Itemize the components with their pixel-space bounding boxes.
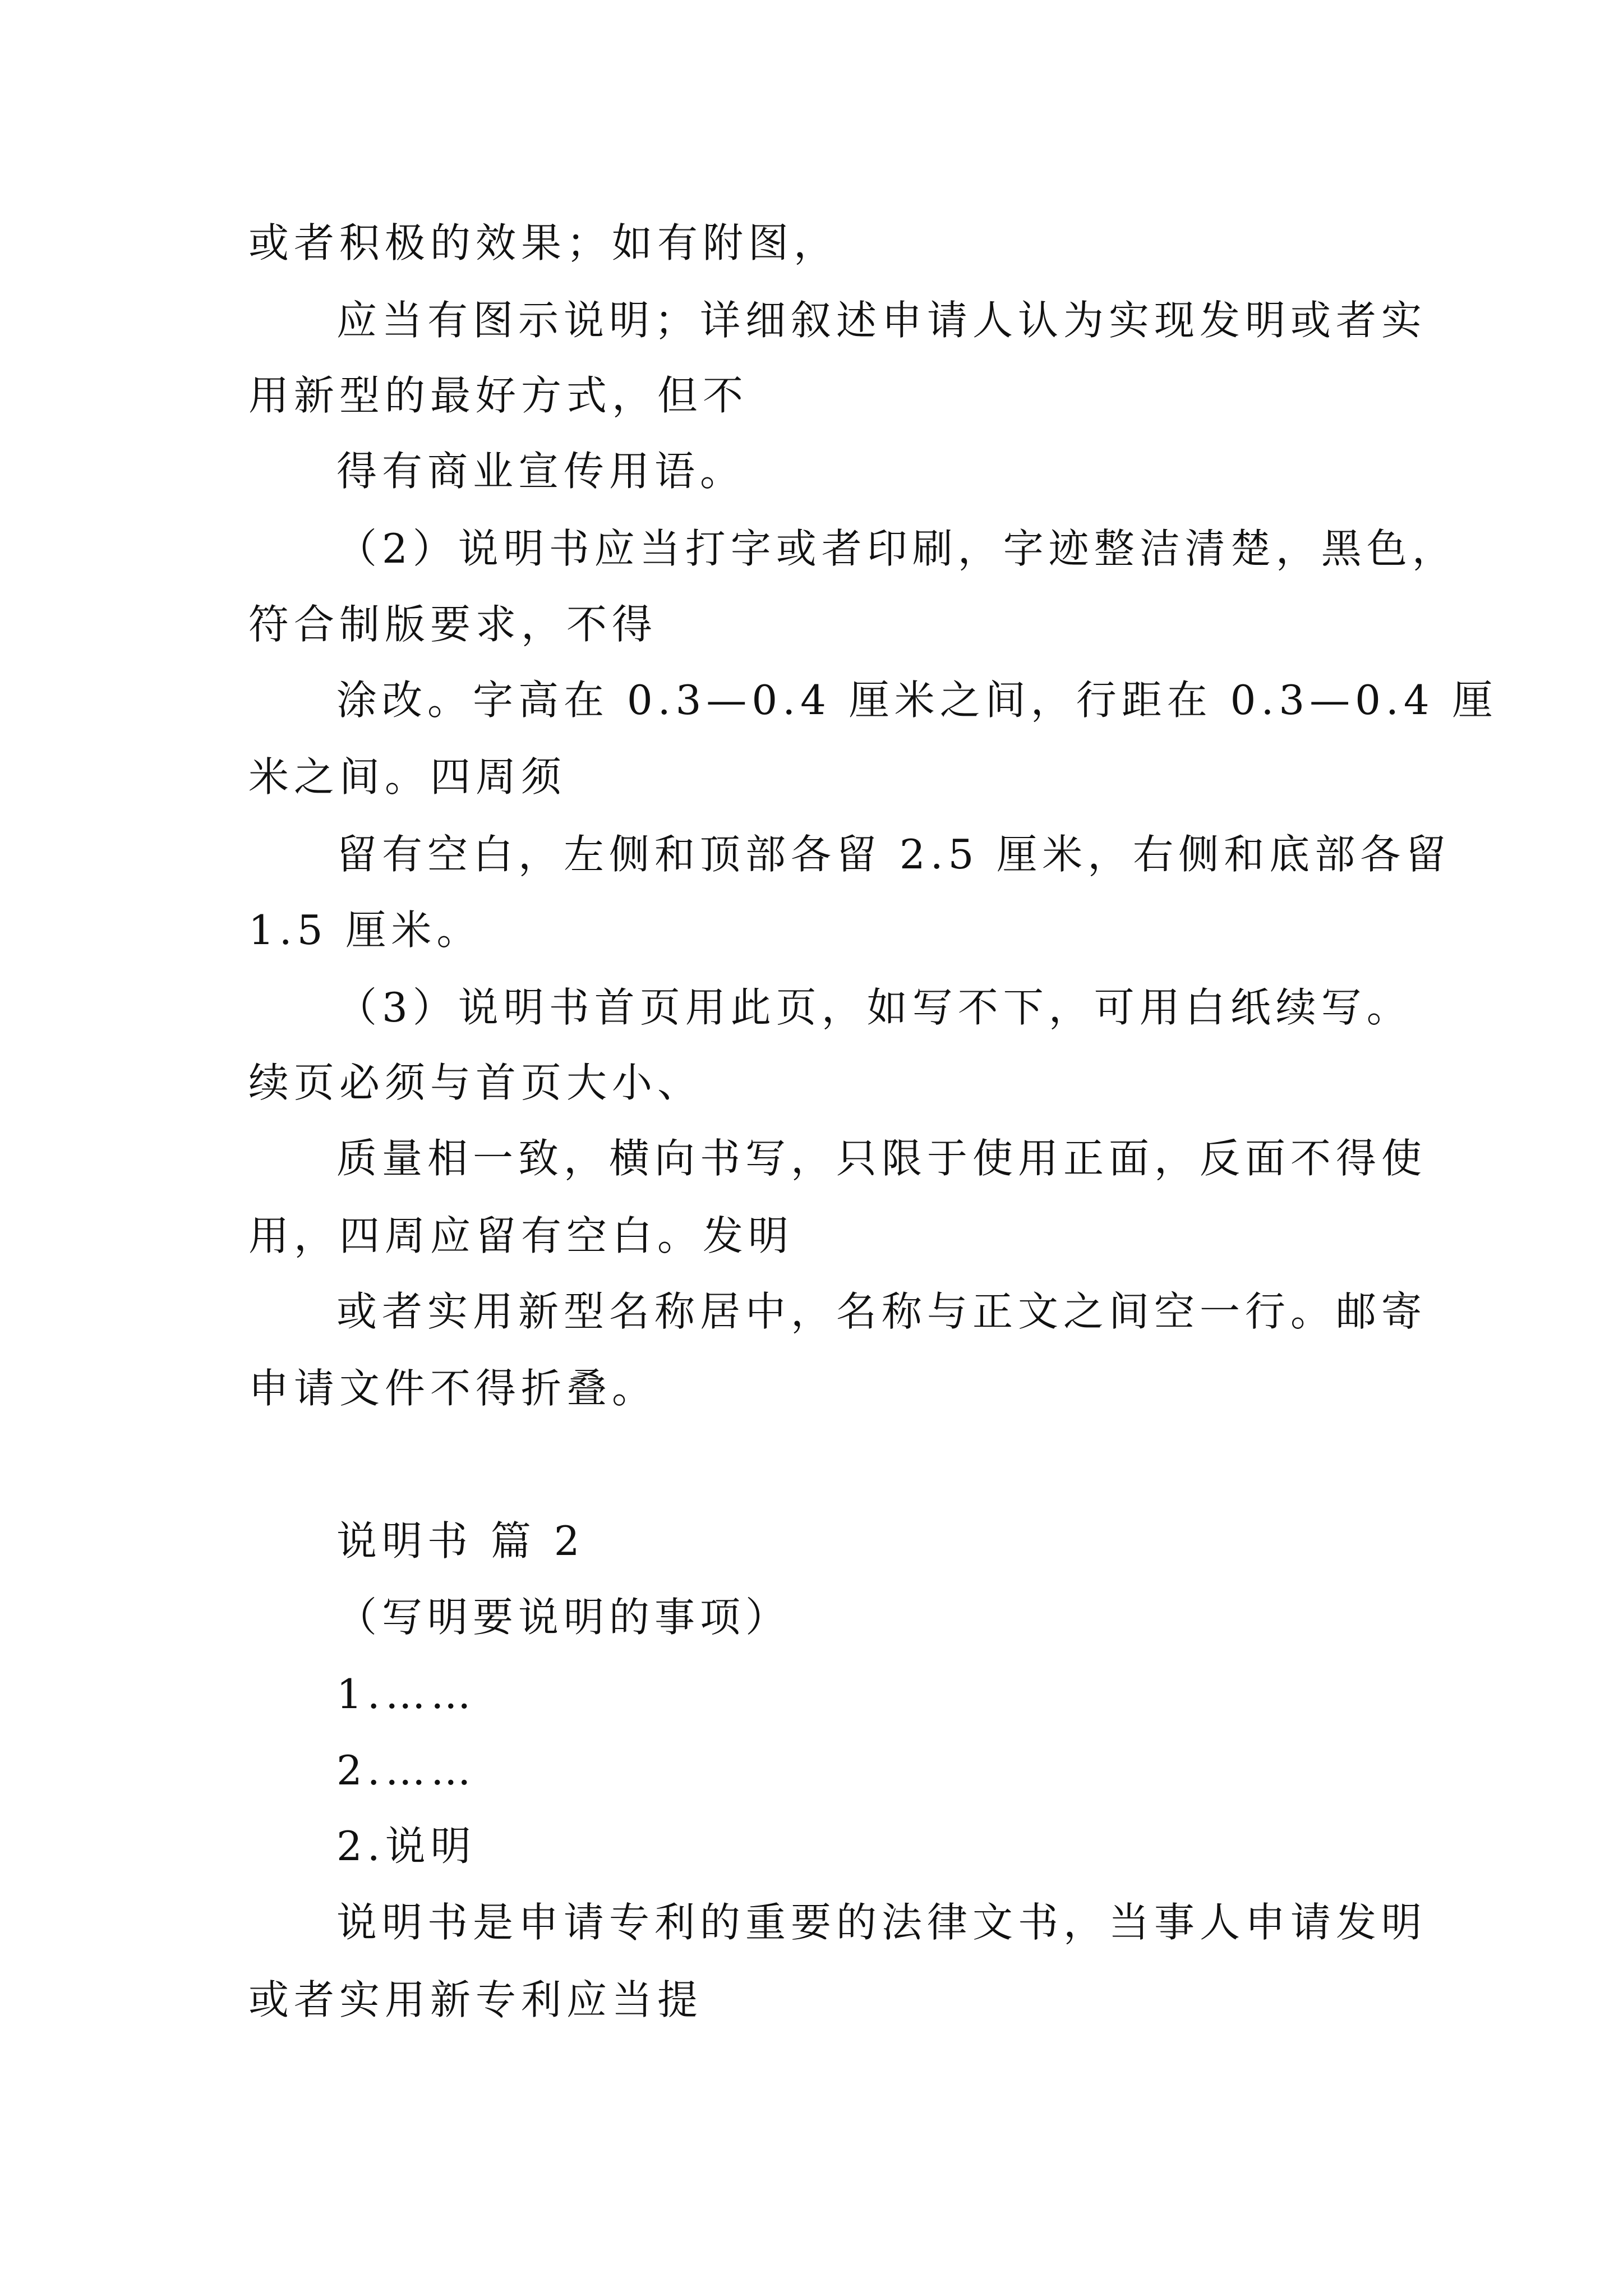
text-line: （写明要说明的事项）	[336, 1594, 791, 1641]
list-item: 1.……	[336, 1671, 476, 1718]
text-line: 符合制版要求，不得	[248, 601, 658, 648]
text-line: 说明书是申请专利的重要的法律文书，当事人申请发明	[336, 1899, 1427, 1946]
text-line: 涂改。字高在 0.3—0.4 厘米之间，行距在 0.3—0.4 厘	[336, 677, 1498, 724]
list-item: 2.……	[336, 1747, 476, 1794]
text-line: 续页必须与首页大小、	[248, 1059, 703, 1106]
text-line: 或者实用新型名称居中，名称与正文之间空一行。邮寄	[336, 1288, 1427, 1335]
text-line: 用，四周应留有空白。发明	[248, 1212, 794, 1259]
text-line: 用新型的最好方式，但不	[248, 372, 749, 419]
text-line: 应当有图示说明；详细叙述申请人认为实现发明或者实	[336, 297, 1427, 344]
text-line: （3）说明书首页用此页，如写不下，可用白纸续写。	[336, 984, 1412, 1031]
text-line: 或者实用新专利应当提	[248, 1976, 703, 2023]
list-item: 2.说明	[336, 1823, 476, 1870]
section-heading: 说明书 篇 2	[336, 1517, 585, 1565]
text-line: 1.5 厘米。	[248, 907, 482, 954]
text-line: 申请文件不得折叠。	[248, 1365, 658, 1412]
text-line: （2）说明书应当打字或者印刷，字迹整洁清楚，黑色，	[336, 525, 1458, 572]
text-line: 米之间。四周须	[248, 753, 567, 800]
text-line: 或者积极的效果；如有附图，	[248, 219, 840, 266]
text-line: 留有空白，左侧和顶部各留 2.5 厘米，右侧和底部各留	[336, 831, 1451, 878]
text-line: 质量相一致，横向书写，只限于使用正面，反面不得使	[336, 1135, 1427, 1182]
text-line: 得有商业宣传用语。	[336, 448, 746, 495]
